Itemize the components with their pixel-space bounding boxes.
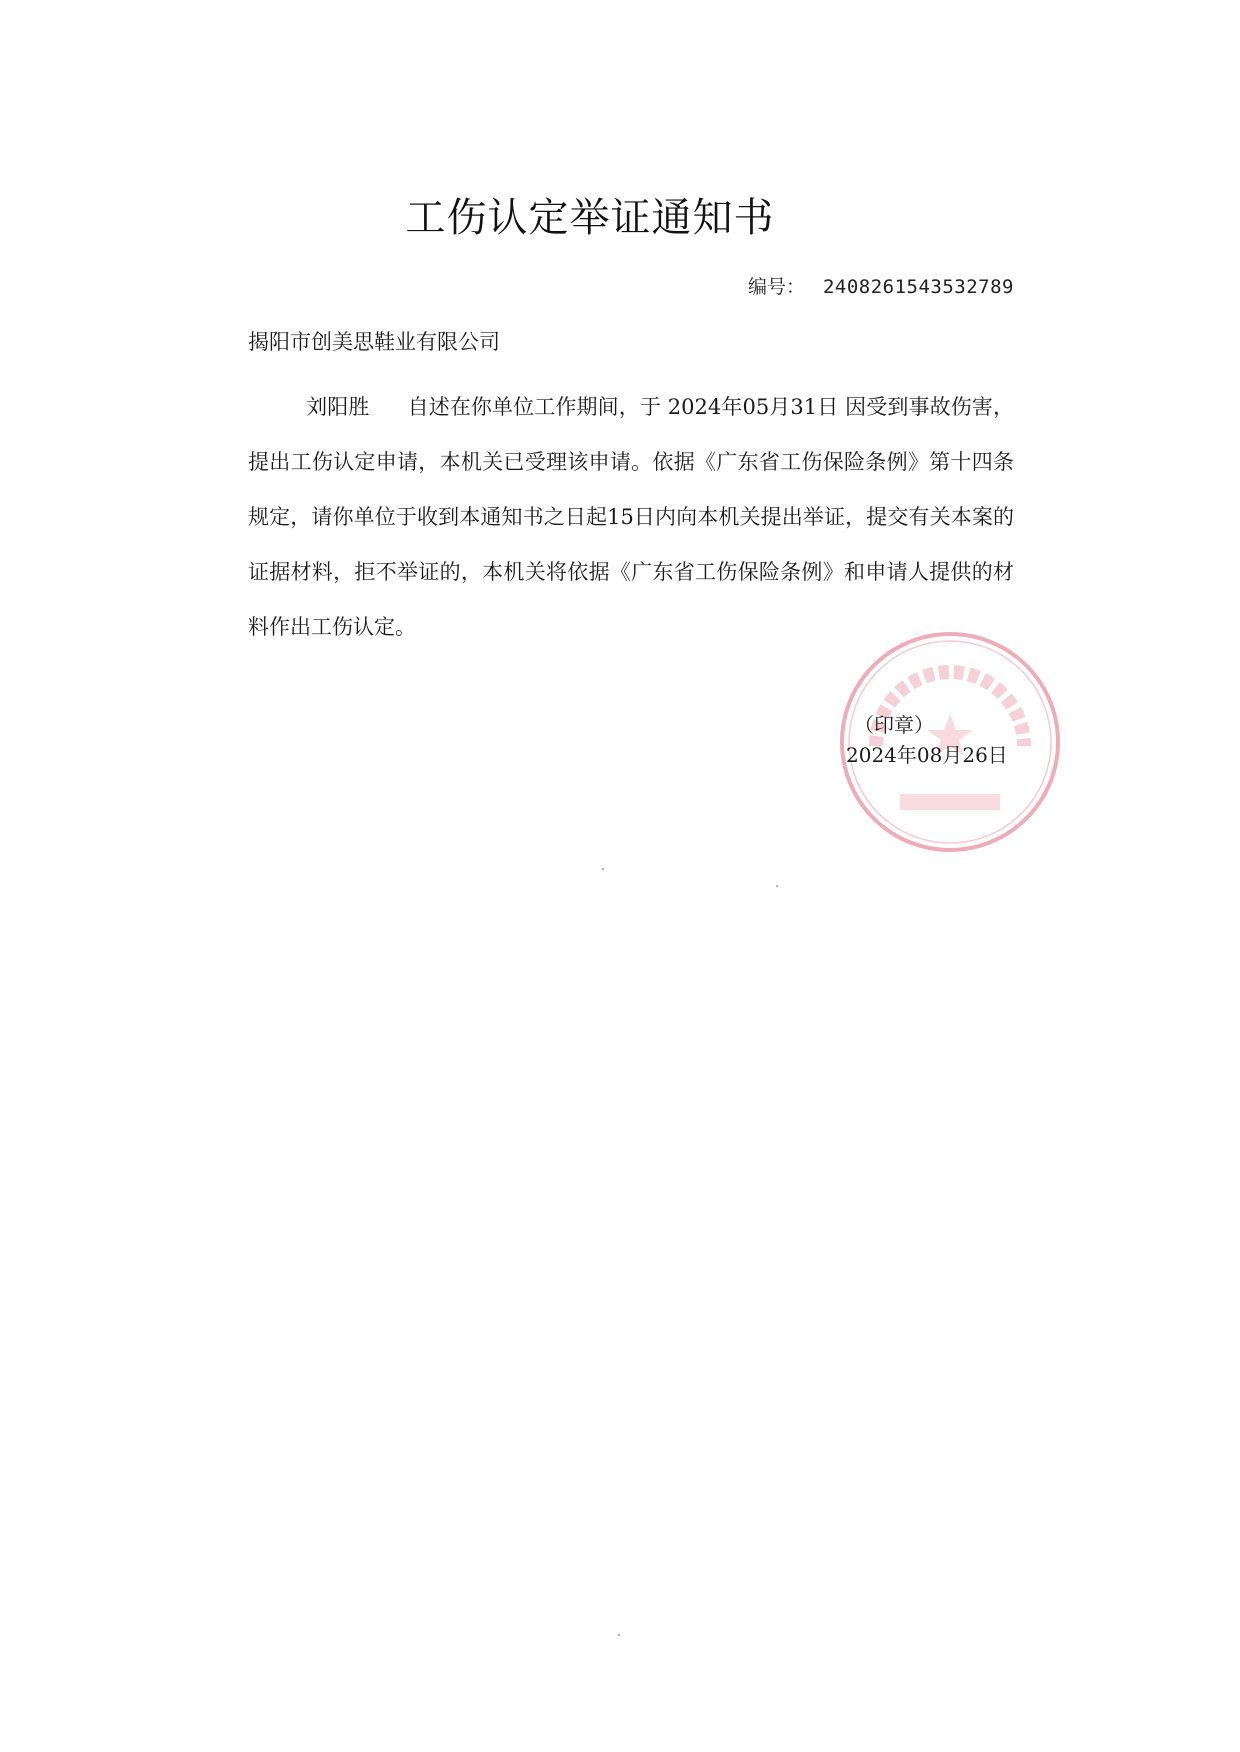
notice-body-text: 自述在你单位工作期间，于 2024年05月31日 因受到事故伤害，提出工伤认定申请，本机关已受理该申请。依据《广东省工伤保险条例》第十四条规定，请你单位于收到本通知书之日起15日内向本机关提出举证，提交有关本案的证据材料，拒不举证的，本机关将依据《广东省工伤保险条例》和申请人提供的材料作出工伤认定。 — [248, 395, 1014, 639]
scan-speck — [776, 885, 778, 887]
notice-body — [248, 380, 1014, 655]
recipient-company: 揭阳市创美思鞋业有限公司 — [248, 330, 500, 354]
scan-speck — [618, 1634, 620, 1636]
document-number-value: 2408261543532789 — [822, 276, 1014, 298]
document-number — [748, 272, 1014, 299]
applicant-name: 刘阳胜 — [306, 395, 370, 419]
scan-speck — [602, 868, 604, 870]
issue-date: 2024年08月26日 — [846, 743, 1008, 767]
document-number-label: 编号： — [747, 276, 805, 298]
stamp-label: （印章） — [854, 713, 934, 737]
signature-block — [846, 710, 1008, 770]
document-title: 工伤认定举证通知书 — [405, 195, 775, 241]
